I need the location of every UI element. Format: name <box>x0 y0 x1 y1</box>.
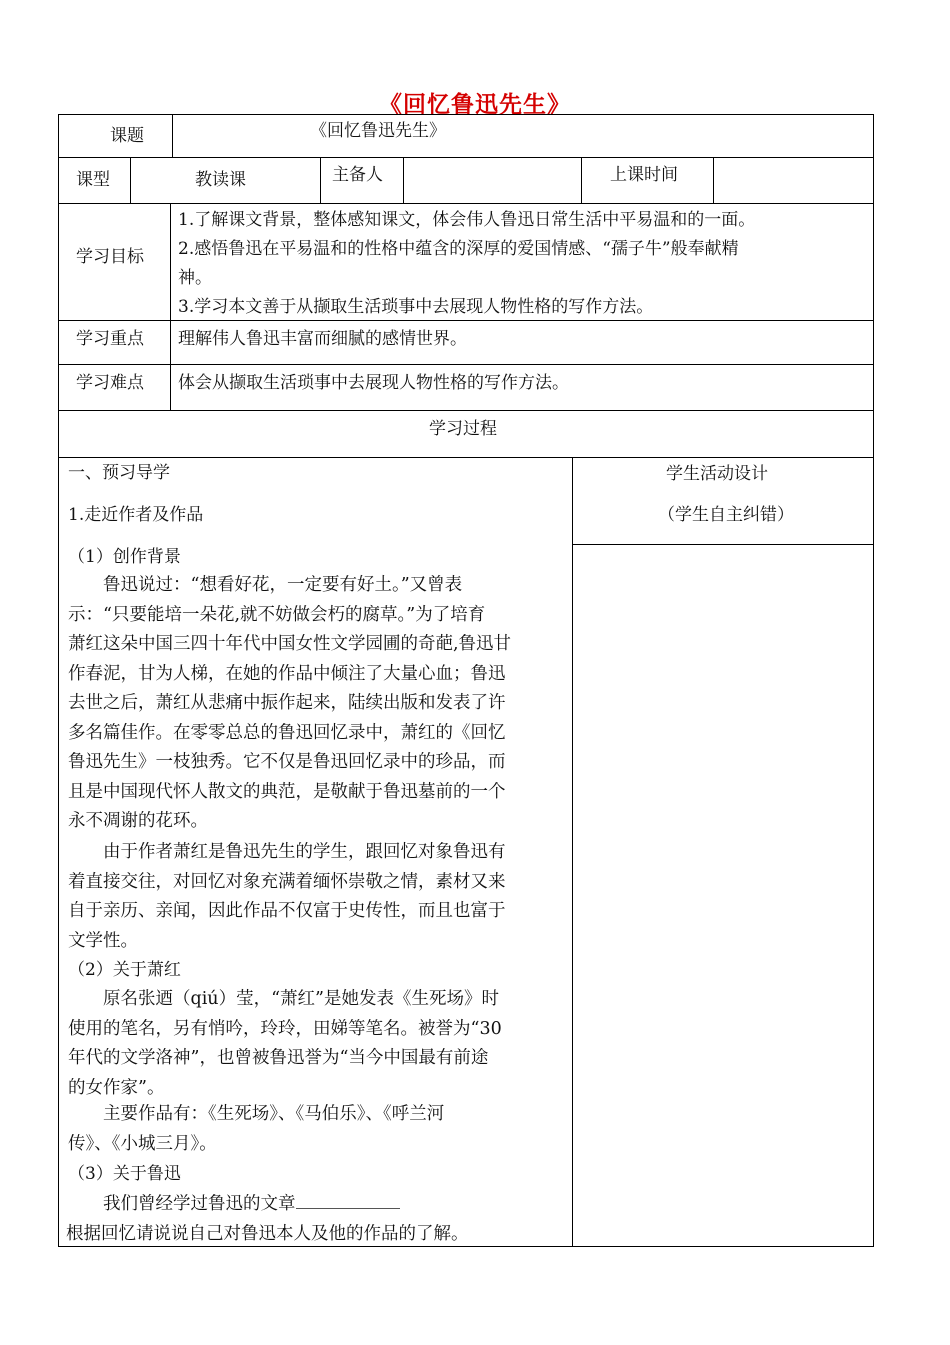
col-divider <box>130 157 131 203</box>
row-divider <box>58 410 874 411</box>
xiaohong-heading: （2）关于萧红 <box>68 960 181 980</box>
text-line: 着直接交往，对回忆对象充满着缅怀崇敬之情，素材又来 <box>68 871 506 892</box>
row-divider <box>572 544 874 545</box>
objective-1: 1.了解课文背景，整体感知课文，体会伟人鲁迅日常生活中平易温和的一面。 <box>178 210 756 230</box>
text-line: 永不凋谢的花环。 <box>68 811 208 831</box>
works-paragraph <box>68 1100 444 1159</box>
col-divider <box>572 457 573 1247</box>
page-title: 《回忆鲁迅先生》 <box>379 91 571 118</box>
focus-label: 学习重点 <box>76 329 144 349</box>
answer-blank <box>296 1192 400 1209</box>
row-divider <box>58 320 874 321</box>
time-label: 上课时间 <box>610 165 678 185</box>
text-line: 自于亲历、亲闻，因此作品不仅富于史传性，而且也富于 <box>68 901 506 921</box>
difficulty-value: 体会从撷取生活琐事中去展现人物性格的写作方法。 <box>178 373 569 393</box>
side-header: 学生活动设计 <box>666 464 768 484</box>
row-divider <box>58 457 874 458</box>
text-line: 文学性。 <box>68 930 138 951</box>
text-line: 年代的文学洛神”，也曾被鲁迅誉为“当今中国最有前途 <box>68 1048 489 1068</box>
xiaohong-paragraph <box>68 985 502 1103</box>
background-paragraph-2 <box>68 838 506 956</box>
subsection-heading: 1.走近作者及作品 <box>68 505 204 525</box>
background-heading: （1）创作背景 <box>68 547 181 567</box>
objective-2: 2.感悟鲁迅在平易温和的性格中蕴含的深厚的爱国情感、“孺子牛”般奉献精 <box>178 239 739 259</box>
luxun-heading: （3）关于鲁迅 <box>68 1164 181 1184</box>
luxun-question <box>68 1190 469 1249</box>
text-line <box>68 1190 469 1220</box>
objective-2-cont: 神。 <box>178 268 212 288</box>
difficulty-label: 学习难点 <box>76 373 144 393</box>
col-divider <box>581 157 582 203</box>
col-divider <box>403 157 404 203</box>
col-divider <box>320 157 321 203</box>
text-line: 鲁迅先生》一枝独秀。它不仅是鲁迅回忆录中的珍品，而 <box>68 752 506 772</box>
text-line: 多名篇佳作。在零零总总的鲁迅回忆录中，萧红的《回忆 <box>68 722 506 743</box>
text-line: 根据回忆请说说自己对鲁迅本人及他的作品的了解。 <box>66 1223 469 1244</box>
type-value: 教读课 <box>195 170 246 190</box>
type-label: 课型 <box>76 170 110 190</box>
text-line: 去世之后，萧红从悲痛中振作起来，陆续出版和发表了许 <box>68 693 506 713</box>
row-divider <box>58 364 874 365</box>
objectives-label: 学习目标 <box>76 247 144 267</box>
text-line: 的女作家”。 <box>68 1077 165 1098</box>
text-line: 且是中国现代怀人散文的典范，是敬献于鲁迅墓前的一个 <box>68 781 506 802</box>
row-divider <box>58 203 874 204</box>
side-subheader: （学生自主纠错） <box>658 505 794 525</box>
topic-value: 《回忆鲁迅先生》 <box>310 121 446 141</box>
preparer-label: 主备人 <box>332 165 383 185</box>
focus-value: 理解伟人鲁迅丰富而细腻的感情世界。 <box>178 329 467 349</box>
section-heading: 一、预习导学 <box>68 463 170 483</box>
text-line: 原名张迺（qiú）莹，“萧红”是她发表《生死场》时 <box>68 989 499 1009</box>
process-header: 学习过程 <box>429 419 497 439</box>
topic-label: 课题 <box>110 126 144 146</box>
row-divider <box>58 157 874 158</box>
text-line: 示：“只要能培一朵花,就不妨做会朽的腐草。”为了培育 <box>68 604 486 625</box>
col-divider <box>172 114 173 157</box>
text-line: 主要作品有：《生死场》、《马伯乐》、《呼兰河 <box>68 1104 445 1124</box>
text-line: 传》、《小城三月》。 <box>68 1133 217 1154</box>
objective-3: 3.学习本文善于从撷取生活琐事中去展现人物性格的写作方法。 <box>178 297 654 317</box>
col-divider <box>713 157 714 203</box>
text-line: 鲁迅说过：“想看好花，一定要有好土。”又曾表 <box>68 575 463 595</box>
background-paragraph <box>68 571 511 837</box>
text-line: 使用的笔名，另有悄吟，玲玲，田娣等笔名。被誉为“30 <box>68 1018 502 1039</box>
text-line: 由于作者萧红是鲁迅先生的学生，跟回忆对象鲁迅有 <box>68 842 506 862</box>
text-line: 作春泥，甘为人梯，在她的作品中倾注了大量心血；鲁迅 <box>68 663 506 684</box>
text-line: 萧红这朵中国三四十年代中国女性文学园圃的奇葩,鲁迅甘 <box>68 634 512 654</box>
question-prompt: 我们曾经学过鲁迅的文章 <box>68 1194 296 1214</box>
col-divider <box>170 203 171 410</box>
